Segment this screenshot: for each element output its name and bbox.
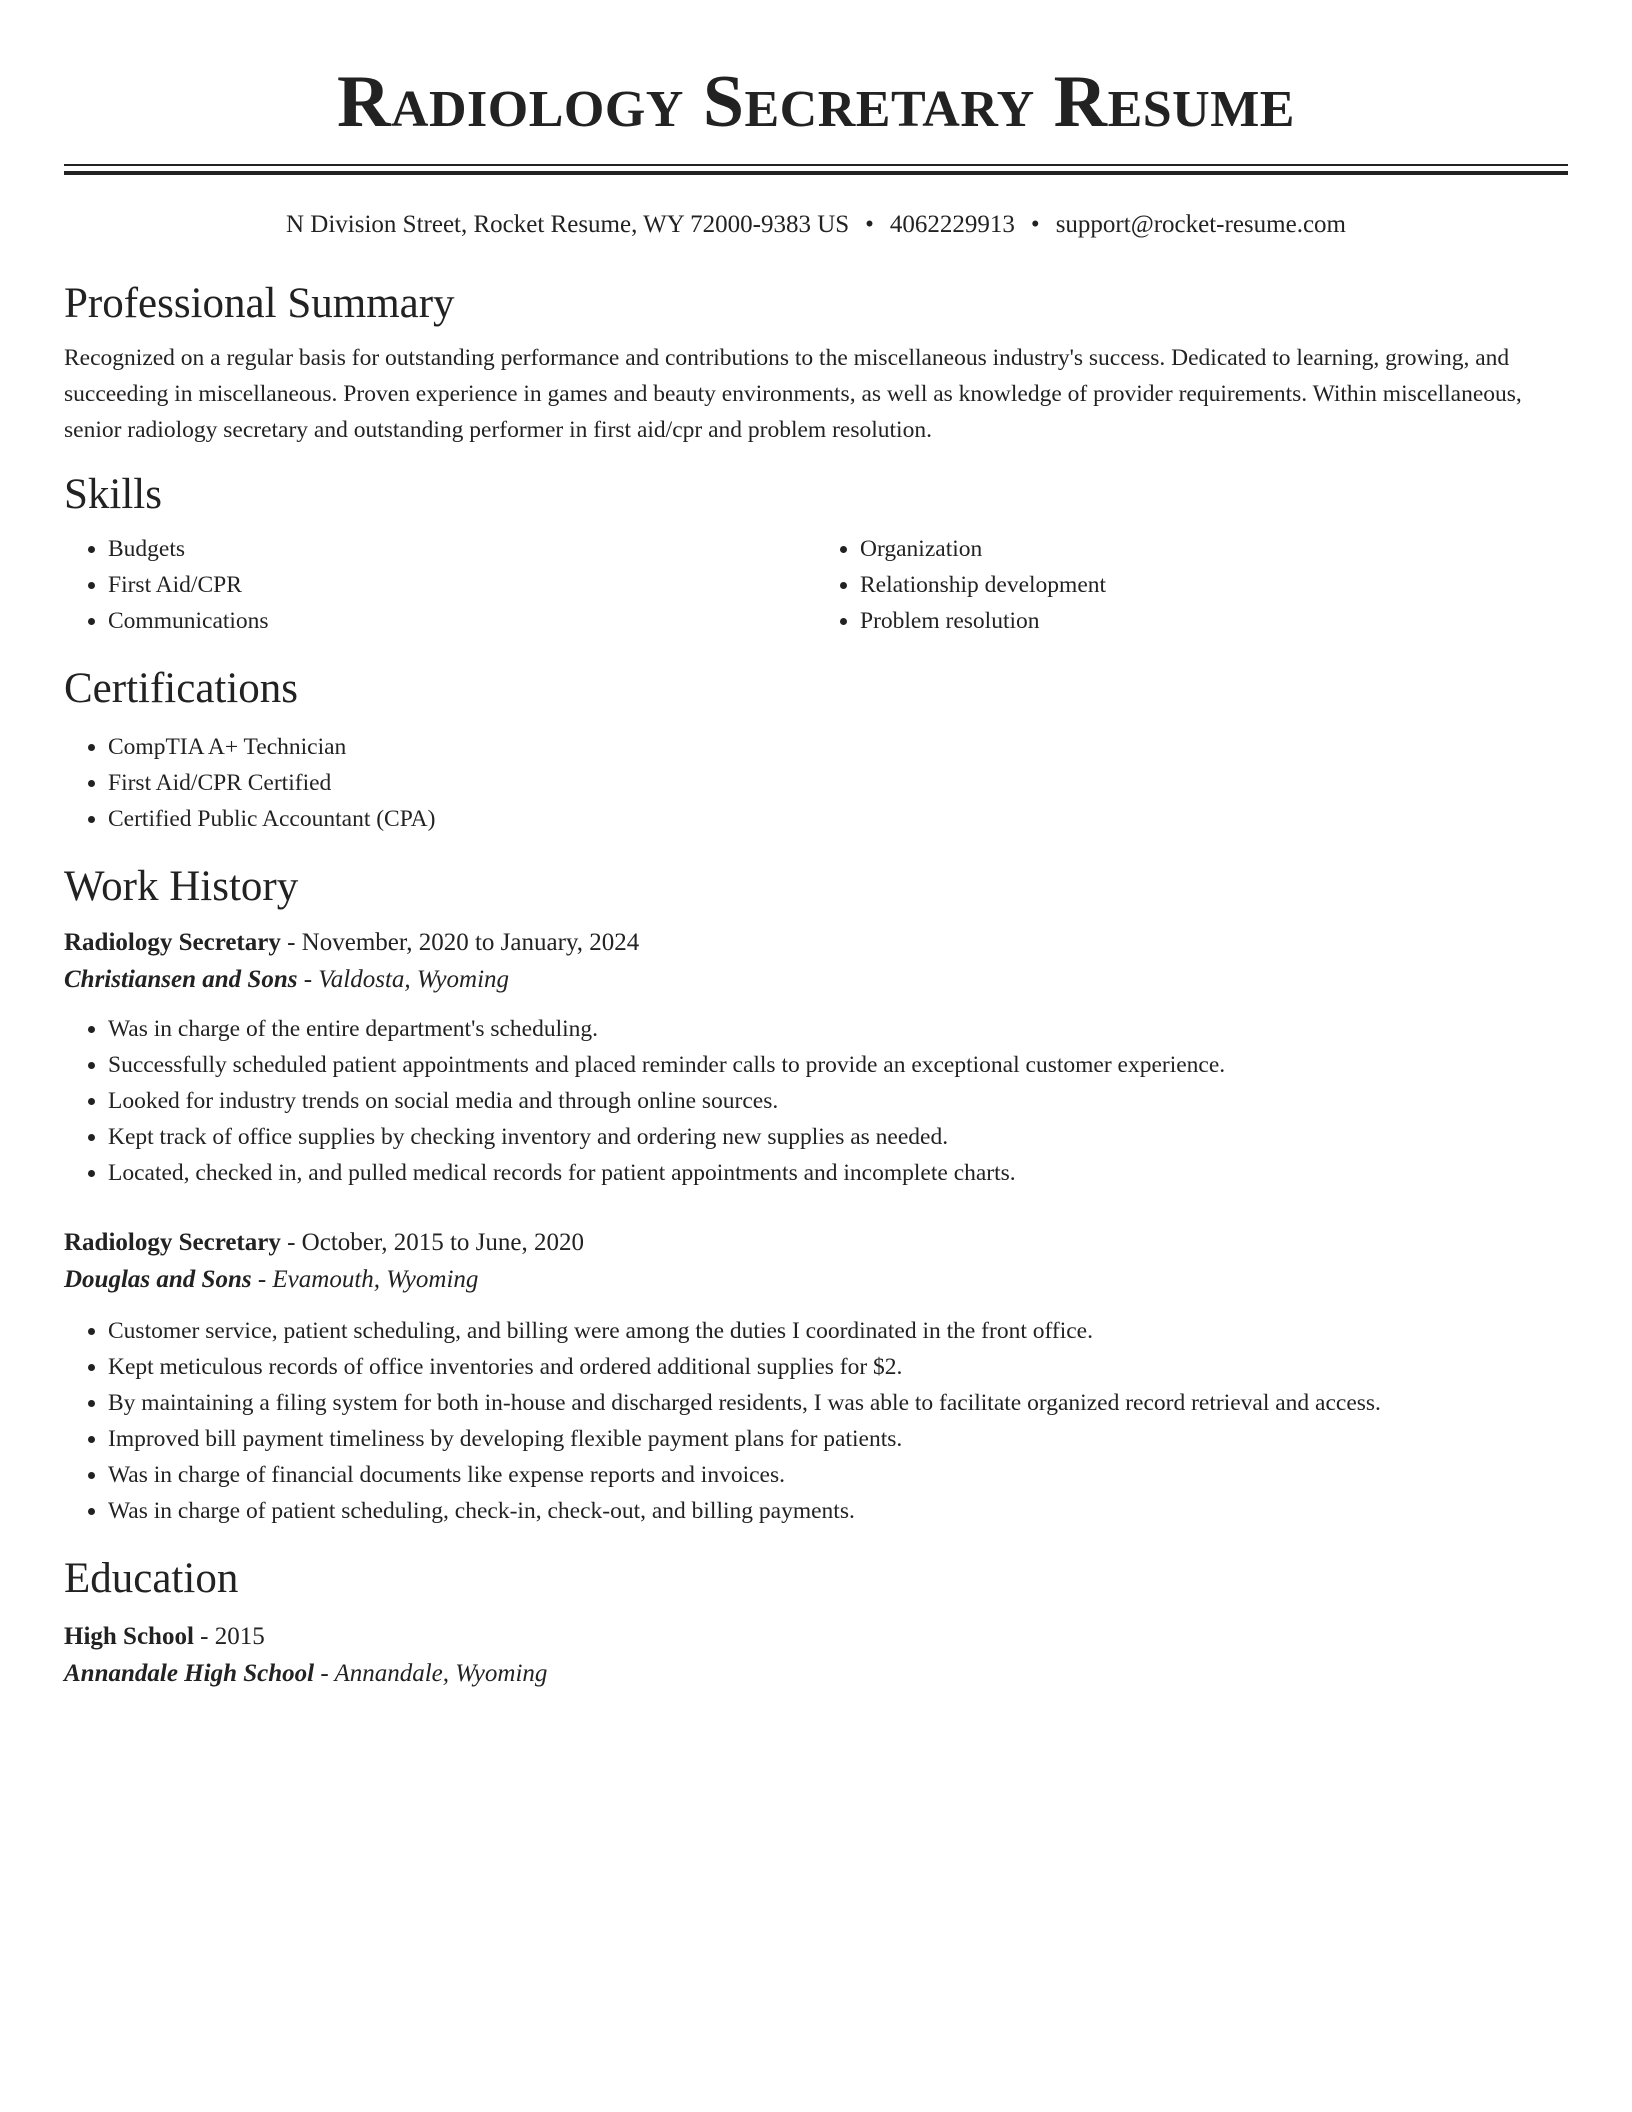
education-heading: Education xyxy=(64,1555,239,1602)
job-title: Radiology Secretary xyxy=(64,929,281,956)
job-company-line xyxy=(64,1261,1568,1299)
job-company: Douglas and Sons xyxy=(64,1266,252,1293)
job-title-line xyxy=(64,925,1568,961)
education-entry xyxy=(64,1619,1568,1693)
skills-heading: Skills xyxy=(64,471,162,518)
job-bullet: • Was in charge of the entire department's scheduling. xyxy=(108,1011,1568,1047)
skill-item: • Communications xyxy=(108,603,816,639)
certification-item: • CompTIA A+ Technician xyxy=(108,729,1568,765)
summary-heading: Professional Summary xyxy=(64,280,455,327)
skill-item: • Organization xyxy=(860,531,1568,567)
education-school-line xyxy=(64,1655,1568,1693)
contact-email: support@rocket-resume.com xyxy=(1055,211,1346,238)
job-company: Christiansen and Sons xyxy=(64,966,298,993)
summary-text: Recognized on a regular basis for outstanding performance and contributions to the miscellaneous industry's success. Dedicated to learning, growing, and succeeding in miscellaneous. Proven experience in games and beauty environments, as well as knowledge of provider requirements. Within miscellaneous, senior radiology secretary and outstanding performer in first aid/cpr and problem resolution. xyxy=(64,345,1522,443)
job-bullet: • Located, checked in, and pulled medical records for patient appointments and incomplete charts. xyxy=(108,1155,1568,1191)
certification-item: • Certified Public Accountant (CPA) xyxy=(108,801,1568,837)
skill-item: • Budgets xyxy=(108,531,816,567)
education-degree-line xyxy=(64,1619,1568,1655)
education-school: Annandale High School xyxy=(64,1660,315,1687)
contact-phone: 4062229913 xyxy=(889,211,1015,238)
work-history-heading: Work History xyxy=(64,863,299,910)
job-entry xyxy=(64,925,1568,1191)
skill-item: • Problem resolution xyxy=(860,603,1568,639)
contact-line xyxy=(64,209,1568,241)
job-title-line xyxy=(64,1225,1568,1261)
skills-columns xyxy=(64,531,1568,639)
title-double-rule xyxy=(64,164,1568,175)
job-bullet: • Customer service, patient scheduling, and billing were among the duties I coordinated in the front office. xyxy=(108,1313,1568,1349)
certifications-list xyxy=(64,729,1568,837)
job-dates: - October, 2015 to June, 2020 xyxy=(280,1229,584,1256)
job-bullet: • Was in charge of financial documents like expense reports and invoices. xyxy=(108,1457,1568,1493)
job-bullets xyxy=(64,1011,1568,1191)
resume-title: Radiology Secretary Resume xyxy=(336,61,1295,143)
job-title: Radiology Secretary xyxy=(64,1229,281,1256)
job-company-line xyxy=(64,961,1568,999)
skill-item: • First Aid/CPR xyxy=(108,567,816,603)
skills-right-list xyxy=(816,531,1568,639)
job-bullet: • Kept track of office supplies by checking inventory and ordering new supplies as needed. xyxy=(108,1119,1568,1155)
job-bullet: • Was in charge of patient scheduling, check-in, check-out, and billing payments. xyxy=(108,1493,1568,1529)
job-bullet: • Looked for industry trends on social media and through online sources. xyxy=(108,1083,1568,1119)
contact-address: N Division Street, Rocket Resume, WY 72000-9383 US xyxy=(286,211,850,238)
certification-item: • First Aid/CPR Certified xyxy=(108,765,1568,801)
skills-left-list xyxy=(64,531,816,639)
certifications-heading: Certifications xyxy=(64,665,299,712)
job-dates: - November, 2020 to January, 2024 xyxy=(280,929,640,956)
skill-item: • Relationship development xyxy=(860,567,1568,603)
job-bullet: • Successfully scheduled patient appointments and placed reminder calls to provide an exceptional customer experience. xyxy=(108,1047,1568,1083)
education-degree: High School xyxy=(64,1623,194,1650)
education-year: - 2015 xyxy=(193,1623,265,1650)
contact-separator: • xyxy=(1030,211,1040,238)
job-bullet: • Improved bill payment timeliness by developing flexible payment plans for patients. xyxy=(108,1421,1568,1457)
job-location: - Valdosta, Wyoming xyxy=(297,966,510,993)
job-bullet: • By maintaining a filing system for both in-house and discharged residents, I was able to facilitate organized record retrieval and access. xyxy=(108,1385,1568,1421)
education-location: - Annandale, Wyoming xyxy=(314,1660,548,1687)
contact-separator: • xyxy=(865,211,874,238)
resume-page xyxy=(64,0,1568,1693)
job-bullets xyxy=(64,1313,1568,1529)
job-entry xyxy=(64,1225,1568,1529)
job-bullet: • Kept meticulous records of office inventories and ordered additional supplies for $2. xyxy=(108,1349,1568,1385)
job-location: - Evamouth, Wyoming xyxy=(251,1266,479,1293)
